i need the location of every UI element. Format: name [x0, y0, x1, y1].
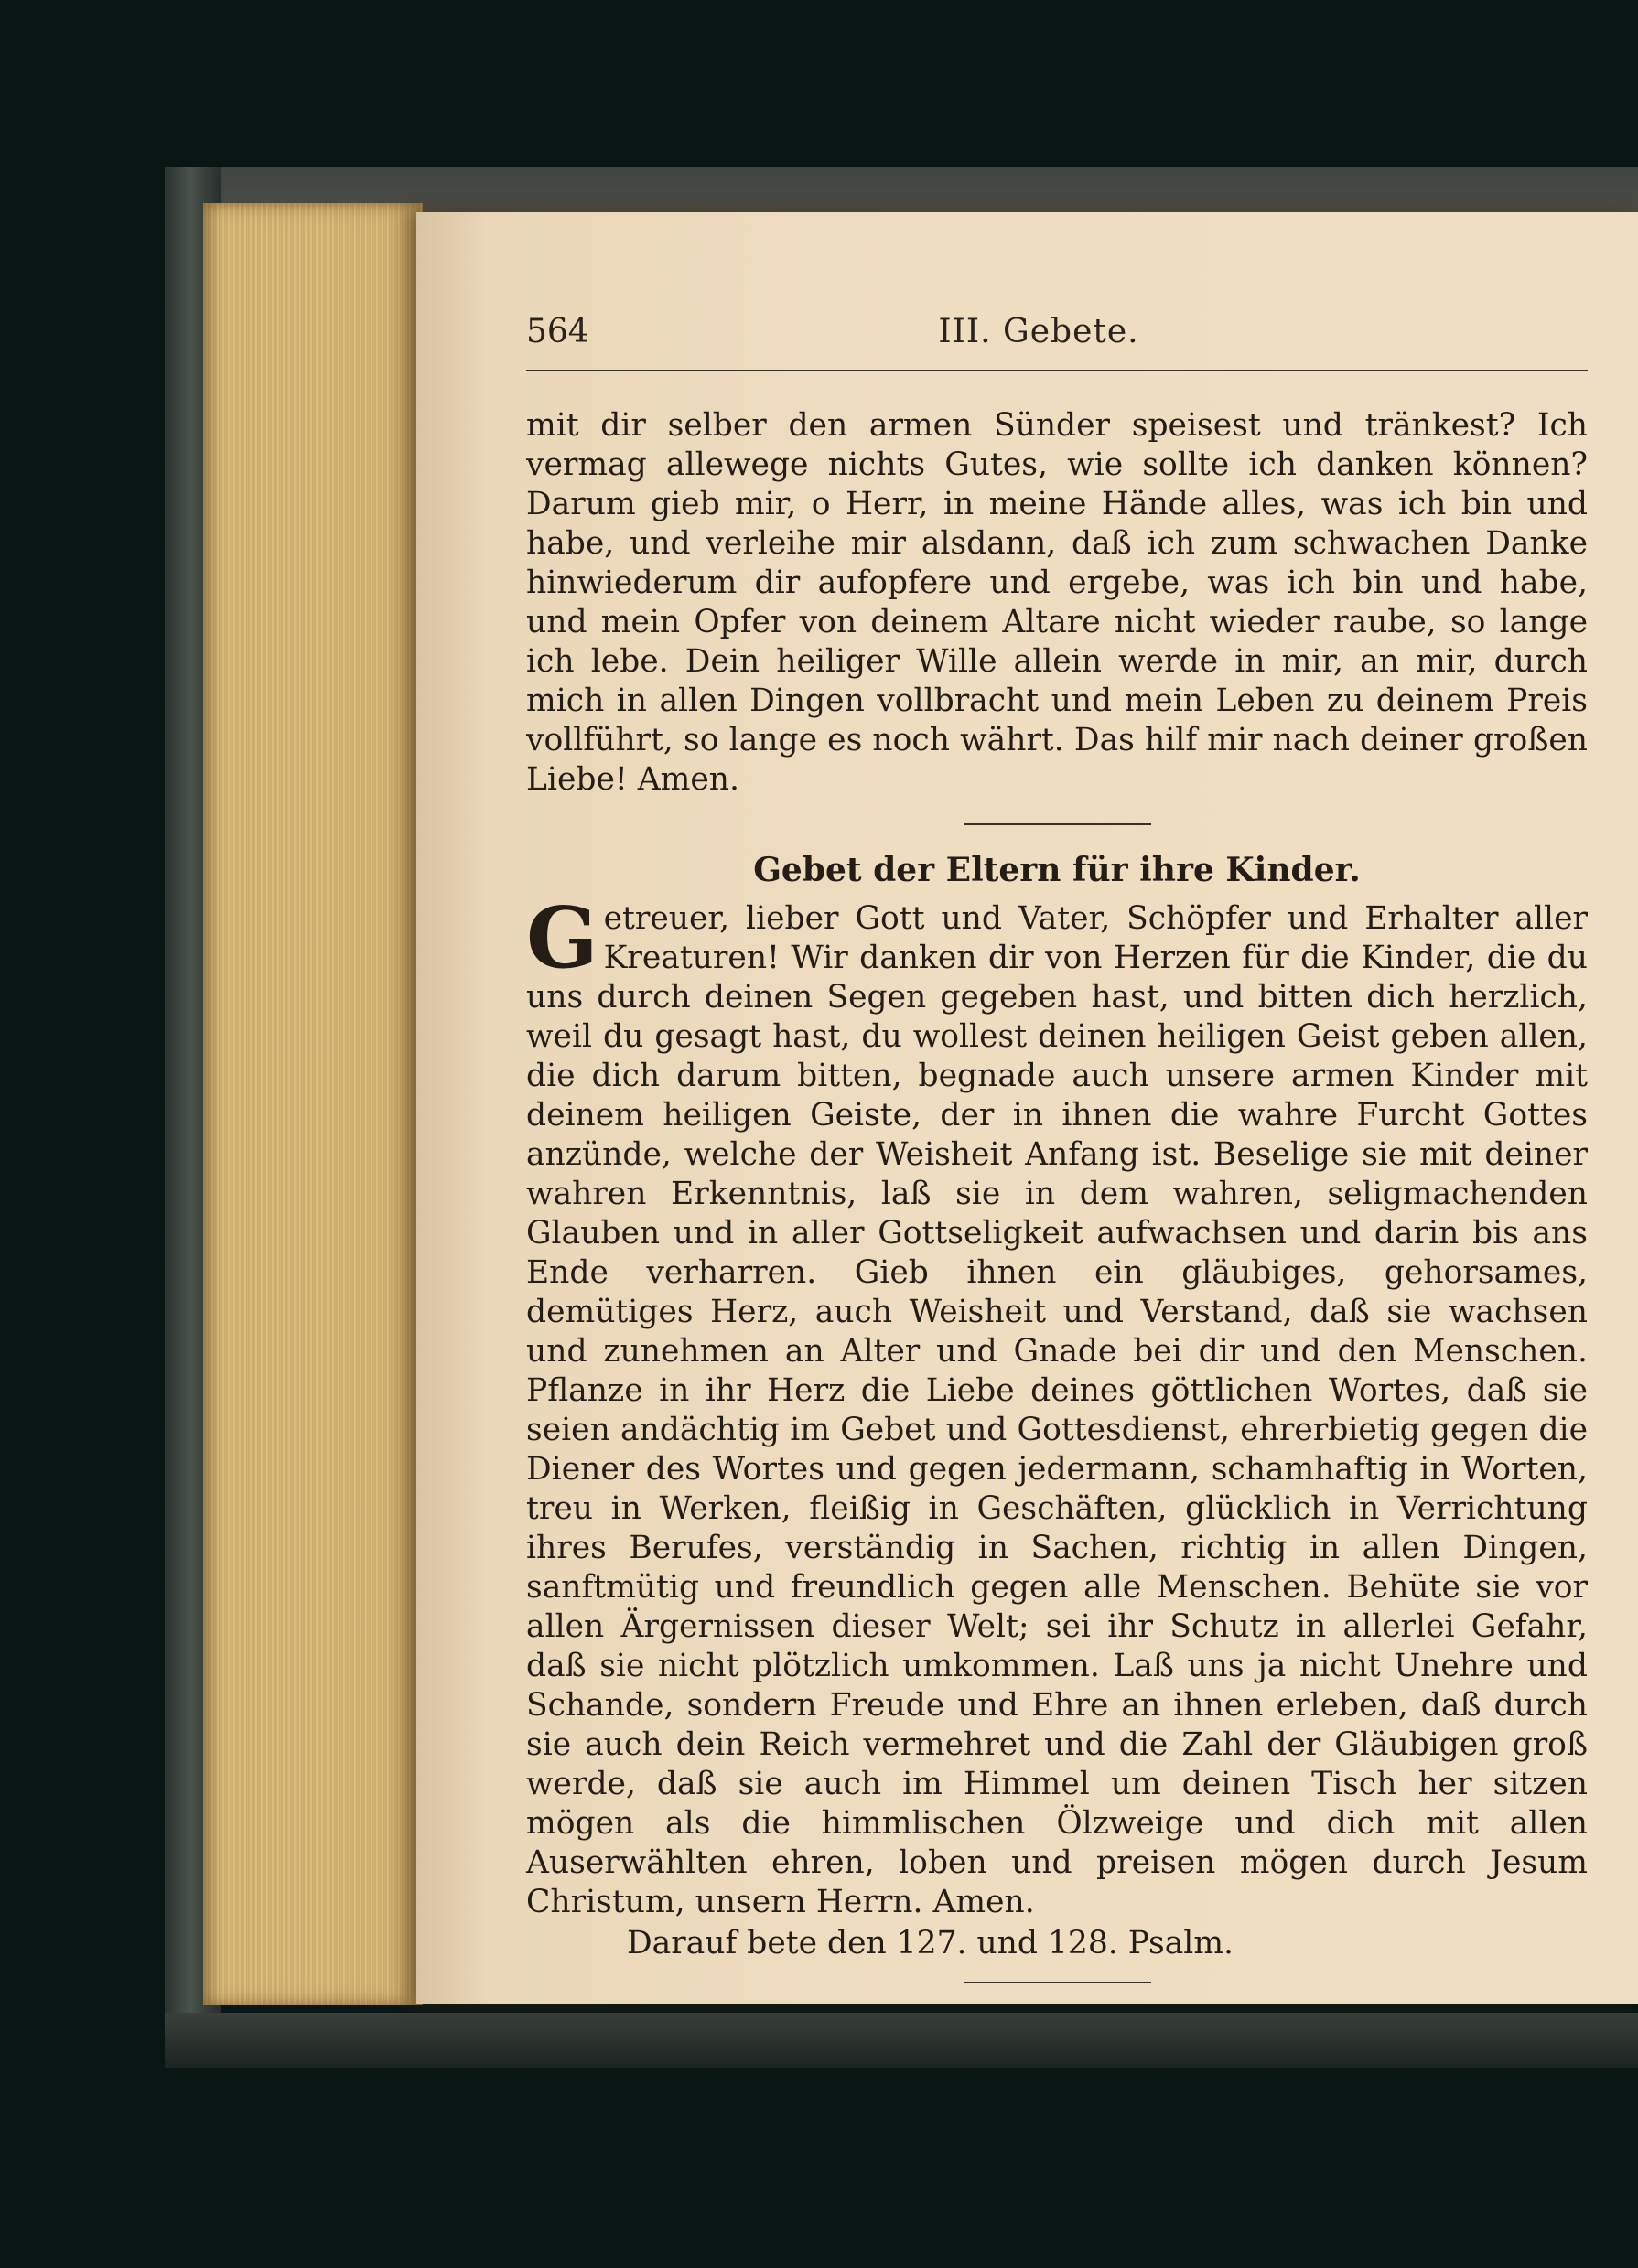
book-cover-bottom [165, 2013, 1638, 2068]
page-number: 564 [526, 313, 589, 350]
closing-instruction: Darauf bete den 127. und 128. Psalm. [627, 1925, 1234, 1962]
paragraph-parents-prayer-text: etreuer, lieber Gott und Vater, Schöpfer und Erhalter aller Kreaturen! Wir danken dir von Herzen für die Kinder, die du uns durch deinen Segen gegeben hast, und bitten dich herzlich, weil du gesagt hast, du wollest deinen heiligen Geist geben allen, die dich darum bitten, begnade auch unsere armen Kinder mit deinem heiligen Geiste, der in ihnen die wahre Furcht Gottes anzünde, welche der Weisheit Anfang ist. Beselige sie mit deiner wahren Erkenntnis, laß sie in dem wahren, seligmachenden Glauben und in aller Gottseligkeit aufwachsen und darin bis ans Ende verharren. Gieb ihnen ein gläubiges, gehorsames, demütiges Herz, auch Weisheit und Verstand, daß sie wachsen und zunehmen an Alter und Gnade bei dir und den Menschen. Pflanze in ihr Herz die Liebe deines göttlichen Wortes, daß sie seien andächtig im Gebet und Gottesdienst, ehrerbietig gegen die Diener des Wortes und gegen jedermann, schamhaftig in Worten, treu in Werken, fleißig in Geschäften, glücklich in Verrichtung ihres Berufes, verständig in Sachen, richtig in allen Dingen, sanftmütig und freundlich gegen alle Menschen. Behüte sie vor allen Ärgernissen dieser Welt; sei ihr Schutz in allerlei Gefahr, daß sie nicht plötzlich umkommen. Laß uns ja nicht Unehre und Schande, sondern Freude und Ehre an ihnen erleben, daß durch sie auch dein Reich vermehret und die Zahl der Gläubigen groß werde, daß sie auch im Himmel um deinen Tisch her sitzen mögen als die himmlischen Ölzweige und dich mit allen Auserwählten ehren, loben und preisen mögen durch Jesum Christum, unsern Herrn. Amen. [526, 900, 1588, 1920]
paragraph-prayer-end: mit dir selber den armen Sünder speisest und tränkest? Ich vermag allewege nichts Gutes, wie sollte ich danken können? Darum gieb mir, o Herr, in meine Hände alles, was ich bin und habe, und verleihe mir alsdann, daß ich zum schwachen Danke hinwiederum dir aufopfere und ergebe, was ich bin und habe, und mein Opfer von deinem Altare nicht wieder raube, so lange ich lebe. Dein heiliger Wille allein werde in mir, an mir, durch mich in allen Dingen vollbracht und mein Leben zu deinem Preis vollführt, so lange es noch währt. Das hilf mir nach deiner großen Liebe! Amen. [526, 407, 1588, 798]
book-page [416, 212, 1638, 2004]
drop-cap: G [526, 888, 598, 987]
running-header [526, 313, 1551, 359]
end-divider [964, 1982, 1151, 1983]
section-divider [964, 823, 1151, 825]
section-title: Gebet der Eltern für ihre Kinder. [753, 851, 1361, 889]
header-rule [526, 370, 1588, 371]
page-body [526, 406, 1588, 1983]
page-edges [203, 203, 423, 2005]
paragraph-parents-prayer [526, 888, 1588, 1922]
running-title: III. Gebete. [938, 313, 1139, 350]
